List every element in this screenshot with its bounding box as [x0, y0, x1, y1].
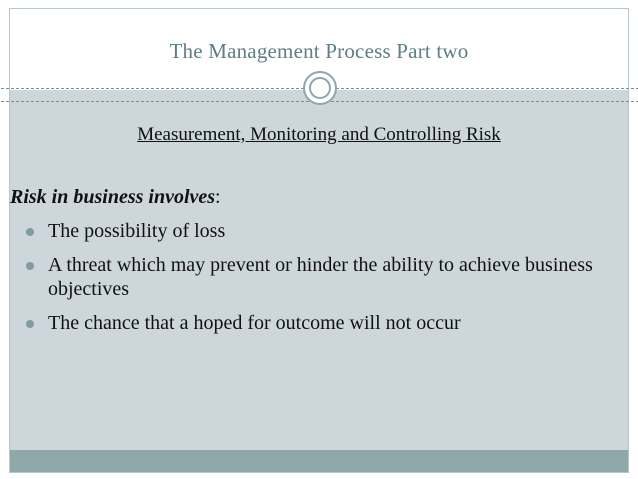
- bullet-item: [10, 253, 610, 301]
- bullet-icon: [26, 228, 34, 236]
- footer-bar: [10, 450, 628, 472]
- slide-subtitle: Measurement, Monitoring and Controlling Risk: [137, 124, 501, 145]
- bullet-text: The possibility of loss: [48, 220, 226, 242]
- bullet-list: [10, 219, 610, 335]
- lead-line: [10, 185, 610, 209]
- slide-title: The Management Process Part two: [169, 39, 469, 63]
- bullet-icon: [26, 320, 34, 328]
- bullet-item: [10, 311, 610, 335]
- circle-ornament-inner: [309, 77, 331, 99]
- slide-frame: [9, 8, 629, 473]
- slide-body: [10, 185, 610, 345]
- bullet-item: [10, 219, 610, 243]
- lead-text: Risk in business involves: [10, 186, 216, 208]
- circle-ornament-icon: [303, 71, 337, 105]
- bullet-text: The chance that a hoped for outcome will not occur: [48, 312, 461, 334]
- bullet-icon: [26, 262, 34, 270]
- bullet-text: A threat which may prevent or hinder the ability to achieve business objectives: [48, 254, 593, 300]
- lead-colon: :: [215, 186, 221, 208]
